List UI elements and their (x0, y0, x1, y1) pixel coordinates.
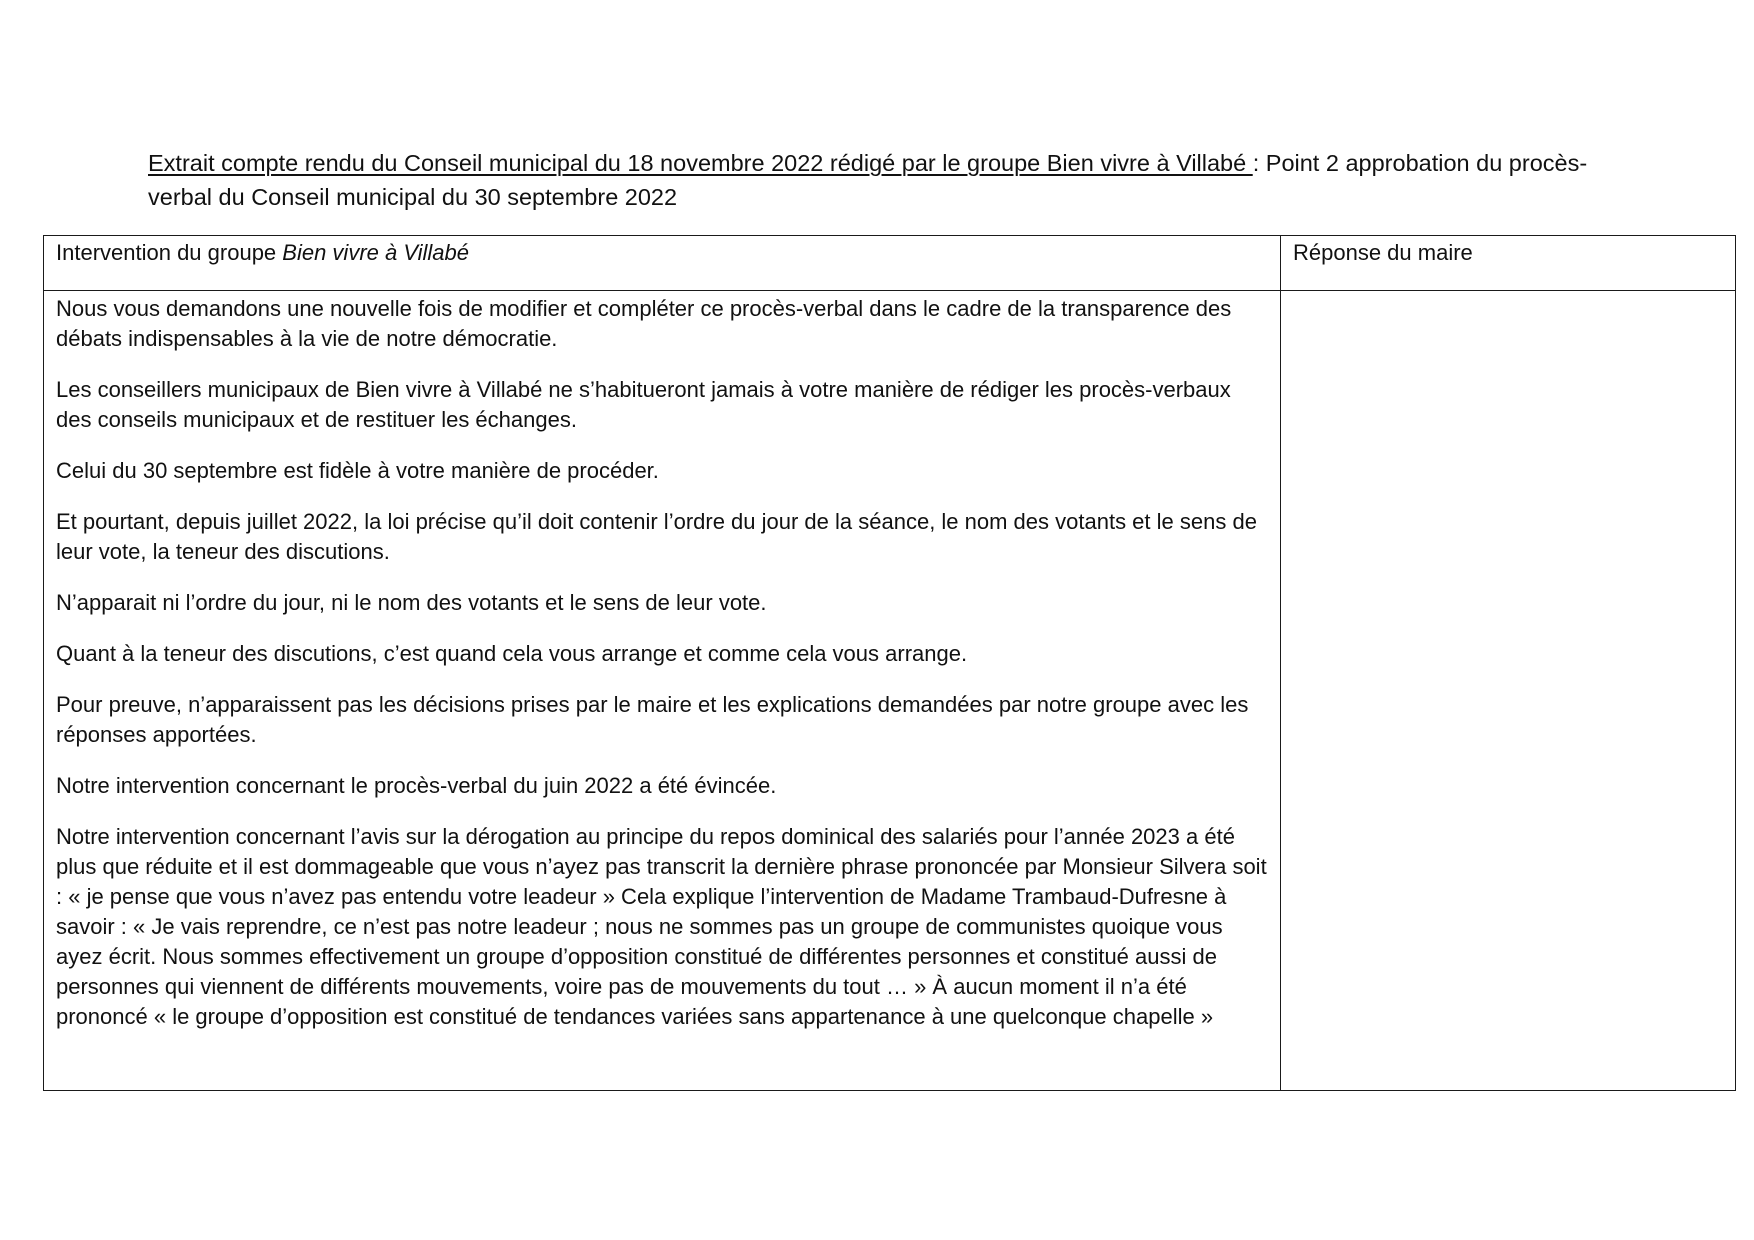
paragraph: Notre intervention concernant le procès-verbal du juin 2022 a été évincée. (56, 773, 777, 798)
paragraph: Celui du 30 septembre est fidèle à votre manière de procéder. (56, 458, 659, 483)
header-group-name: Bien vivre à Villabé (282, 240, 469, 265)
header-mayor-response: Réponse du maire (1281, 236, 1736, 291)
paragraph: Les conseillers municipaux de Bien vivre à Villabé ne s’habitueront jamais à votre manière de rédiger les procès-verbaux des conseils municipaux et de restituer les échanges. (56, 377, 1231, 432)
table-header-row (44, 236, 1736, 291)
header-intervention (44, 236, 1281, 291)
minutes-table (43, 235, 1736, 1091)
document-heading (148, 146, 1618, 214)
mayor-response-cell (1281, 291, 1736, 1091)
paragraph: Quant à la teneur des discutions, c’est quand cela vous arrange et comme cela vous arrange. (56, 641, 968, 666)
paragraph: Pour preuve, n’apparaissent pas les décisions prises par le maire et les explications demandées par notre groupe avec les réponses apportées. (56, 692, 1249, 747)
table-body-row (44, 291, 1736, 1091)
heading-underlined-title: Extrait compte rendu du Conseil municipal du 18 novembre 2022 rédigé par le groupe Bien vivre à Villabé (148, 150, 1253, 176)
paragraph: Et pourtant, depuis juillet 2022, la loi précise qu’il doit contenir l’ordre du jour de la séance, le nom des votants et le sens de leur vote, la teneur des discutions. (56, 509, 1257, 564)
intervention-text-cell (44, 291, 1281, 1091)
heading-subject: : Point 2 approbation du procès-verbal du Conseil municipal du 30 septembre 2022 (148, 150, 1588, 210)
paragraph: Notre intervention concernant l’avis sur la dérogation au principe du repos dominical des salariés pour l’année 2023 a été plus que réduite et il est dommageable que vous n’ayez pas transcrit la dernière phrase prononcée par Monsieur Silvera soit : « je pense que vous n’avez pas entendu votre leadeur » Cela explique l’intervention de Madame Trambaud-Dufresne à savoir : « Je vais reprendre, ce n’est pas notre leadeur ; nous ne sommes pas un groupe de communistes quoique vous ayez écrit. Nous sommes effectivement un groupe d’opposition constitué de différentes personnes et constitué aussi de personnes qui viennent de différents mouvements, voire pas de mouvements du tout … » À aucun moment il n’a été prononcé « le groupe d’opposition est constitué de tendances variées sans appartenance à une quelconque chapelle » (56, 824, 1267, 1029)
paragraph: Nous vous demandons une nouvelle fois de modifier et compléter ce procès-verbal dans le cadre de la transparence des débats indispensables à la vie de notre démocratie. (56, 296, 1232, 351)
header-intervention-prefix: Intervention du groupe (56, 240, 283, 265)
paragraph: N’apparait ni l’ordre du jour, ni le nom des votants et le sens de leur vote. (56, 590, 767, 615)
